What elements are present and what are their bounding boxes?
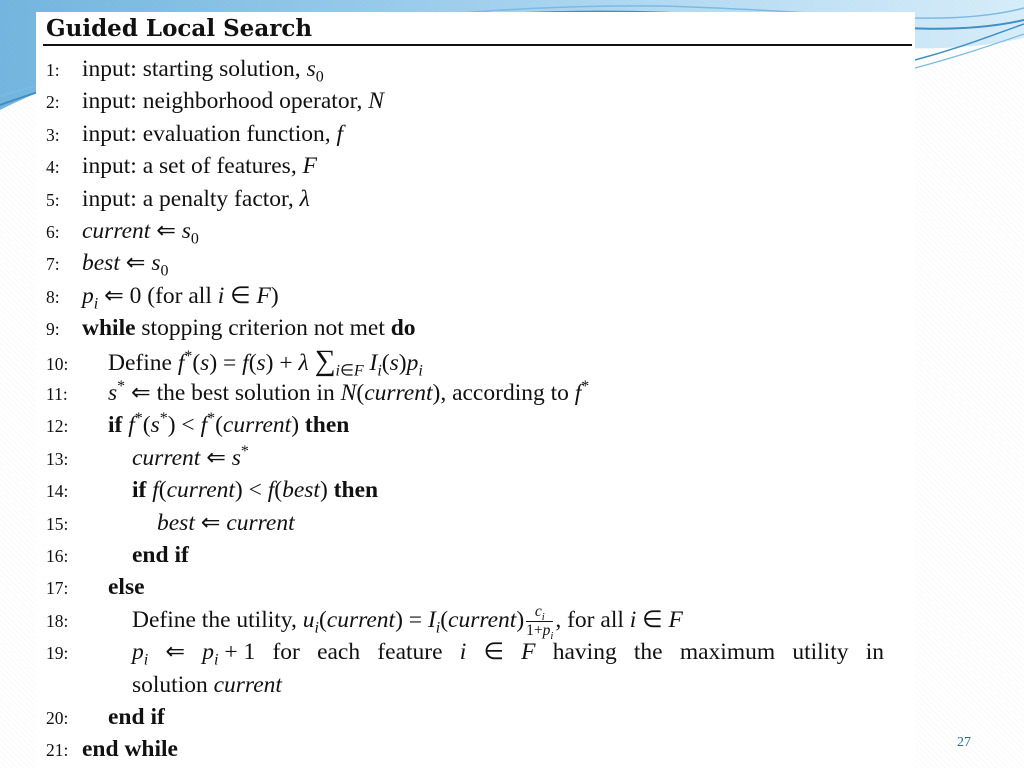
algorithm-line [46,474,912,506]
line-code: s* ⇐ the best solution in N(current), according to f* [108,378,590,406]
line-code: if f*(s*) < f*(current) then [108,410,350,439]
line-code: input: starting solution, $s_0$ [82,56,324,86]
algorithm-line [46,571,912,603]
algorithm-line [46,442,912,474]
line-code: if f(current) < f(best) then [132,477,379,504]
line-code: input: a set of features, F [82,153,317,180]
line-number: 11: [46,384,68,404]
line-number: 16: [46,546,69,566]
line-number: 20: [46,708,69,728]
line-code: best ⇐ $s_0$ [82,250,169,281]
line-number: 7: [46,254,60,275]
title-rule [43,44,912,46]
algorithm-line [46,280,912,312]
algorithm-line [46,247,912,279]
line-code: end if [132,542,189,568]
algorithm-line [46,733,912,765]
line-number: 8: [46,286,60,307]
line-code: current ⇐ $s_0$ [82,218,199,248]
algorithm-line [46,85,912,117]
line-number: 19: [46,643,69,664]
algorithm-line [46,701,912,733]
line-code: current ⇐ s* [132,442,249,471]
line-code: best ⇐ current [157,509,295,536]
algorithm-line [46,312,912,344]
line-code: end if [108,704,165,730]
line-number: 14: [46,481,69,502]
line-code: Define f*(s) = f(s) + λ $\sum_{i\in F}$ $I_i(s)p_i$ [108,344,423,380]
line-number: 4: [46,157,60,178]
line-number: 1: [46,60,60,80]
algorithm-line [46,507,912,539]
line-number: 10: [46,353,69,374]
line-code: Define the utility, $u_i(current)$ = $I_i(current)$ $\frac{c_i}{1+p_i}$ , for all i ∈ F [132,603,683,642]
line-number: 5: [46,189,60,210]
algorithm-line [46,603,912,642]
algorithm-line [46,118,912,150]
algorithm-line [46,539,912,571]
algorithm-line [46,183,912,215]
line-number: 17: [46,578,69,599]
line-number: 18: [46,610,69,631]
algorithm-line [46,669,912,701]
algorithm-line [46,377,912,409]
line-number: 15: [46,513,69,534]
line-number: 13: [46,448,69,469]
algorithm-line [46,150,912,182]
line-code: input: a penalty factor, λ [82,185,310,212]
algorithm-title: Guided Local Search [46,15,313,42]
line-code: $p_i$ ⇐ 0 (for all i ∈ F) [82,282,279,313]
algorithm-line [46,344,912,380]
line-number: 6: [46,222,60,242]
line-number: 21: [46,740,69,761]
line-code: while stopping criterion not met do [82,315,416,342]
line-number: 12: [46,416,69,437]
line-code: else [108,574,145,601]
line-code: input: evaluation function, f [82,120,344,147]
algorithm-line [46,636,912,668]
line-code: end while [82,736,178,763]
algorithm-line [46,53,912,85]
algorithm-line [46,215,912,247]
line-number: 2: [46,92,60,113]
line-code: $p_i$ ⇐ $p_i + 1$ for each feature i ∈ F having the maximum utility in [132,639,884,669]
algorithm-line [46,409,912,441]
line-code: solution current [132,671,282,698]
line-number: 3: [46,124,60,145]
page-number: 27 [957,735,971,750]
line-number: 9: [46,319,60,340]
line-code: input: neighborhood operator, N [82,88,384,115]
algorithm-box [36,12,915,768]
